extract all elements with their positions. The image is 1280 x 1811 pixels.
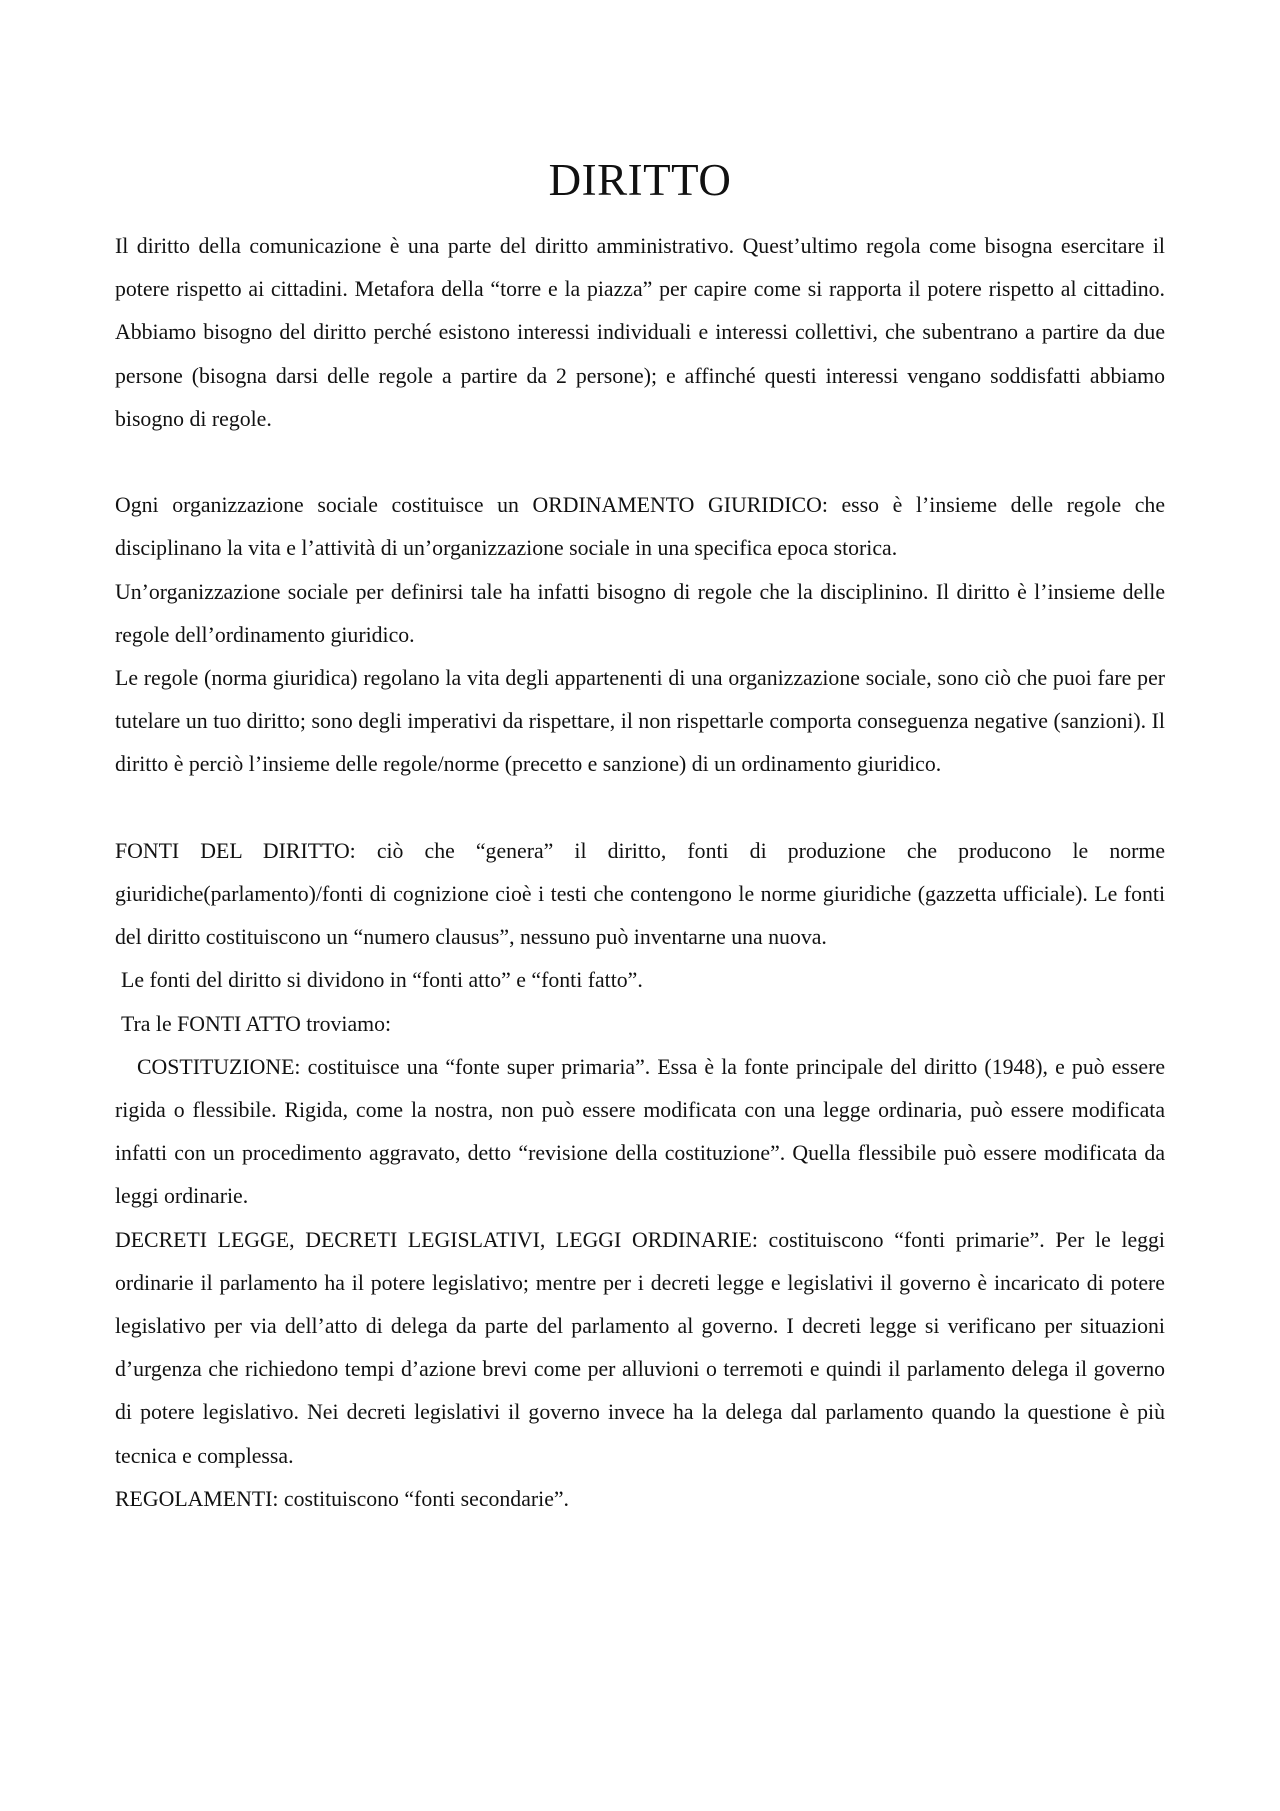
paragraph-ordinamento: Ogni organizzazione sociale costituisce un ORDINAMENTO GIURIDICO: esso è l’insieme delle regole che disciplinano la vita e l’attività di un’organizzazione sociale in una specifica epoca storica. [115, 493, 1165, 561]
paragraph-fonti-atto-fatto: Le fonti del diritto si dividono in “fonti atto” e “fonti fatto”. [121, 968, 643, 993]
paragraph-spacer [115, 441, 1165, 484]
paragraph-spacer [115, 787, 1165, 830]
paragraph-intro: Il diritto della comunicazione è una parte del diritto amministrativo. Quest’ultimo regola come bisogna esercitare il potere rispetto ai cittadini. Metafora della “torre e la piazza” per capire come si rapporta il potere rispetto al cittadino. Abbiamo bisogno del diritto perché esistono interessi individuali e interessi collettivi, che subentrano a partire da due persone (bisogna darsi delle regole a partire da 2 persone); e affinché questi interessi vengano soddisfatti abbiamo bisogno di regole. [115, 234, 1165, 431]
paragraph-regolamenti: REGOLAMENTI: costituiscono “fonti secondarie”. [115, 1486, 569, 1511]
document-body [115, 225, 1165, 1521]
paragraph-regole: Le regole (norma giuridica) regolano la vita degli appartenenti di una organizzazione sociale, sono ciò che puoi fare per tutelare un tuo diritto; sono degli imperativi da rispettare, il non rispettarle comporta conseguenza negative (sanzioni). Il diritto è perciò l’insieme delle regole/norme (precetto e sanzione) di un ordinamento giuridico. [115, 666, 1165, 777]
paragraph-fonti-atto-intro: Tra le FONTI ATTO troviamo: [121, 1011, 392, 1036]
document-title: DIRITTO [548, 155, 732, 205]
paragraph-decreti: DECRETI LEGGE, DECRETI LEGISLATIVI, LEGGI ORDINARIE: costituiscono “fonti primarie”. Per le leggi ordinarie il parlamento ha il potere legislativo; mentre per i decreti legge e legislativi il governo è incaricato di potere legislativo per via dell’atto di delega da parte del parlamento al governo. I decreti legge si verificano per situazioni d’urgenza che richiedono tempi d’azione brevi come per alluvioni o terremoti e quindi il parlamento delega il governo di potere legislativo. Nei decreti legislativi il governo invece ha la delega dal parlamento quando la questione è più tecnica e complessa. [115, 1227, 1165, 1468]
paragraph-costituzione: COSTITUZIONE: costituisce una “fonte super primaria”. Essa è la fonte principale del diritto (1948), e può essere rigida o flessibile. Rigida, come la nostra, non può essere modificata con una legge ordinaria, può essere modificata infatti con un procedimento aggravato, detto “revisione della costituzione”. Quella flessibile può essere modificata da leggi ordinarie. [115, 1054, 1165, 1209]
paragraph-organizzazione: Un’organizzazione sociale per definirsi tale ha infatti bisogno di regole che la disciplinino. Il diritto è l’insieme delle regole dell’ordinamento giuridico. [115, 579, 1165, 647]
paragraph-fonti-del-diritto: FONTI DEL DIRITTO: ciò che “genera” il diritto, fonti di produzione che producono le norme giuridiche(parlamento)/fonti di cognizione cioè i testi che contengono le norme giuridiche (gazzetta ufficiale). Le fonti del diritto costituiscono un “numero clausus”, nessuno può inventarne una nuova. [115, 838, 1165, 950]
